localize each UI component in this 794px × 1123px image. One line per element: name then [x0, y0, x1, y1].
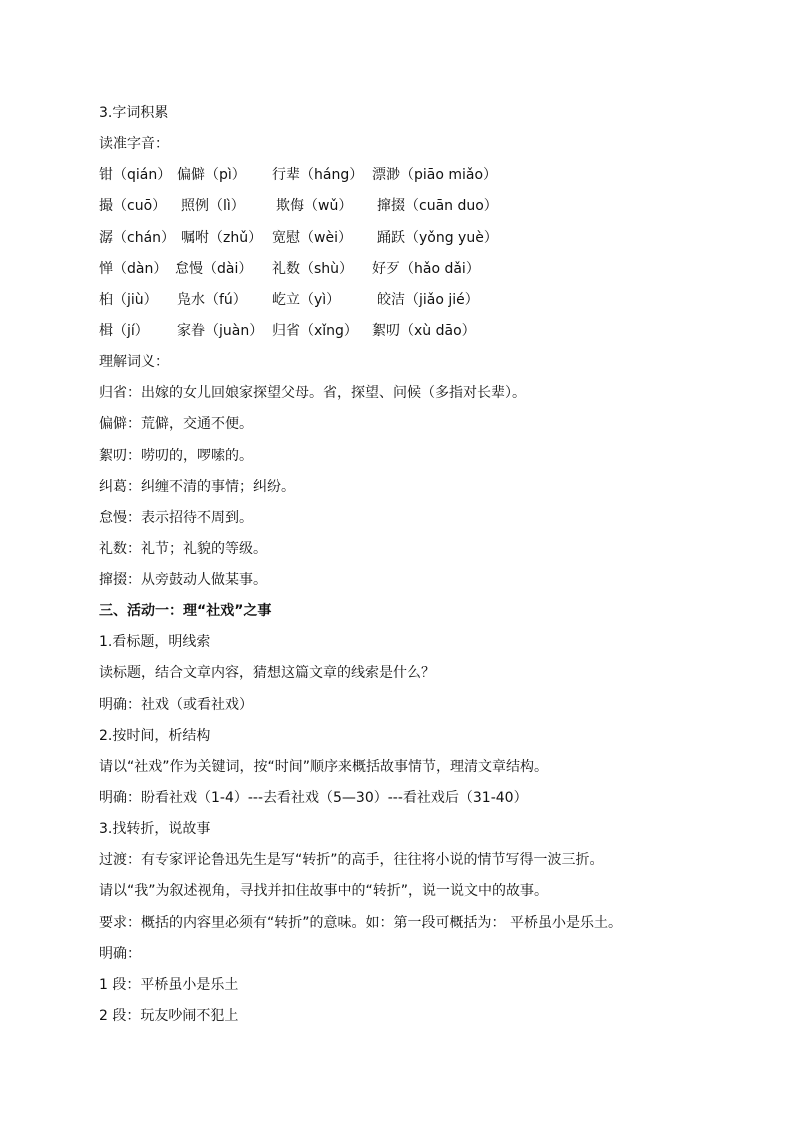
pronunciation-item: 桕（jiù）: [99, 292, 158, 308]
pronunciation-item: 潺（chán）: [99, 230, 176, 246]
activity-line: 2 段：玩友吵闹不犯上: [99, 1008, 239, 1024]
pronunciation-item: 漂渺（piāo miǎo）: [372, 167, 498, 183]
pronunciation-row: [0, 166, 794, 184]
word-meaning: 怠慢：表示招待不周到。: [99, 510, 253, 526]
word-meaning: 絮叨：唠叨的，啰嗦的。: [99, 448, 253, 464]
word-meaning: 撺掇：从旁鼓动人做某事。: [99, 572, 267, 588]
activity-subheading: 3.找转折，说故事: [99, 821, 211, 837]
word-meaning: 礼数：礼节；礼貌的等级。: [99, 541, 267, 557]
pronunciation-row: [0, 322, 794, 340]
pronunciation-item: 嘱咐（zhǔ）: [181, 230, 263, 246]
pronunciation-item: 家眷（juàn）: [177, 323, 264, 339]
activity-line: 过渡：有专家评论鲁迅先生是写“转折”的高手，往往将小说的情节写得一波三折。: [99, 852, 604, 868]
word-meaning-label: 理解词义：: [99, 354, 169, 370]
pronunciation-item: 絮叨（xù dāo）: [372, 323, 476, 339]
activity-line: 明确：盼看社戏（1-4）---去看社戏（5—30）---看社戏后（31-40）: [99, 790, 528, 806]
pronunciation-item: 钳（qián）: [99, 167, 172, 183]
word-meaning: 偏僻：荒僻，交通不便。: [99, 416, 253, 432]
pronunciation-item: 归省（xǐng）: [272, 323, 358, 339]
read-pronunciation-label: 读准字音：: [99, 136, 169, 152]
pronunciation-row: [0, 260, 794, 278]
activity-subheading: 1.看标题，明线索: [99, 634, 211, 650]
pronunciation-item: 欺侮（wǔ）: [276, 198, 353, 214]
pronunciation-row: [0, 197, 794, 215]
pronunciation-item: 礼数（shù）: [272, 261, 354, 277]
pronunciation-item: 屹立（yì）: [272, 292, 341, 308]
pronunciation-item: 凫水（fú）: [177, 292, 247, 308]
activity-line: 请以“我”为叙述视角，寻找并扣住故事中的“转折”，说一说文中的故事。: [99, 883, 549, 899]
activity-subheading: 2.按时间，析结构: [99, 728, 211, 744]
pronunciation-item: 宽慰（wèi）: [272, 230, 352, 246]
pronunciation-item: 照例（lì）: [181, 198, 245, 214]
vocab-heading: 3.字词积累: [99, 105, 169, 121]
activity-line: 请以“社戏”作为关键词，按“时间”顺序来概括故事情节，理清文章结构。: [99, 759, 549, 775]
pronunciation-item: 皎洁（jiǎo jié）: [377, 292, 479, 308]
pronunciation-item: 好歹（hǎo dǎi）: [372, 261, 480, 277]
activity-line: 明确：社戏（或看社戏）: [99, 697, 253, 713]
pronunciation-item: 偏僻（pì）: [177, 167, 246, 183]
activity-line: 读标题，结合文章内容，猜想这篇文章的线索是什么？: [99, 665, 435, 681]
pronunciation-item: 怠慢（dài）: [175, 261, 253, 277]
pronunciation-item: 行辈（háng）: [272, 167, 364, 183]
activity-line: 要求：概括的内容里必须有“转折”的意味。如：第一段可概括为： 平桥虽小是乐土。: [99, 915, 622, 931]
pronunciation-row: [0, 291, 794, 309]
pronunciation-row: [0, 229, 794, 247]
pronunciation-item: 惮（dàn）: [99, 261, 168, 277]
pronunciation-item: 楫（jí）: [99, 323, 149, 339]
pronunciation-item: 撮（cuō）: [99, 198, 167, 214]
activity-line: 明确：: [99, 946, 141, 962]
pronunciation-item: 踊跃（yǒng yuè）: [377, 230, 498, 246]
activity-heading: 三、活动一：理“社戏”之事: [99, 603, 272, 619]
activity-line: 1 段：平桥虽小是乐土: [99, 977, 239, 993]
word-meaning: 纠葛：纠缠不清的事情；纠纷。: [99, 479, 295, 495]
word-meaning: 归省：出嫁的女儿回娘家探望父母。省，探望、问候（多指对长辈）。: [99, 385, 526, 401]
pronunciation-item: 撺掇（cuān duo）: [377, 198, 498, 214]
